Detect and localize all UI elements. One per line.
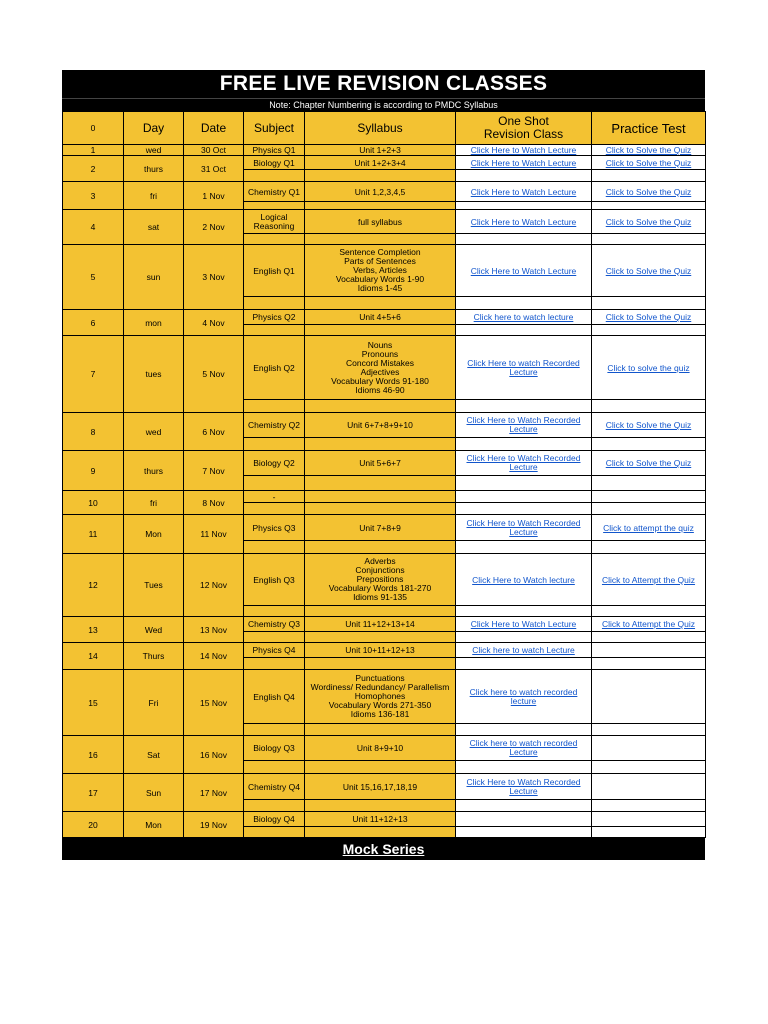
header-number: 0 <box>63 112 124 145</box>
watch-lecture-link[interactable] <box>456 451 592 476</box>
spacer-cell <box>592 400 706 413</box>
row-syllabus: Unit 5+6+7 <box>305 451 456 476</box>
row-quiz-empty <box>592 736 706 761</box>
spacer-cell <box>592 202 706 210</box>
row-num: 5 <box>63 245 124 310</box>
text-line: Lecture <box>509 424 538 434</box>
spacer-cell <box>456 503 592 515</box>
text-line: Lecture <box>509 462 538 472</box>
row-subject: Physics Q3 <box>244 515 305 541</box>
spacer-cell <box>592 170 706 182</box>
schedule-row <box>63 413 706 438</box>
spacer-cell <box>456 438 592 451</box>
row-subject: Physics Q2 <box>244 310 305 325</box>
spacer-cell <box>244 438 305 451</box>
text-line: Wordiness/ Redundancy/ Parallelism <box>310 682 450 692</box>
spacer-cell <box>305 724 456 736</box>
text-line: Homophones <box>354 691 406 701</box>
row-subject: Chemistry Q2 <box>244 413 305 438</box>
row-date: 30 Oct <box>184 145 244 156</box>
spacer-cell <box>456 800 592 812</box>
text-line: Conjunctions <box>355 565 405 575</box>
row-lecture-empty <box>456 812 592 827</box>
spacer-cell <box>592 297 706 310</box>
spacer-cell <box>456 297 592 310</box>
row-day: Sat <box>124 736 184 774</box>
spacer-cell <box>305 170 456 182</box>
row-day: Sun <box>124 774 184 812</box>
text-line: Lecture <box>509 747 538 757</box>
solve-quiz-link[interactable]: Click to solve the quiz <box>592 336 706 400</box>
text-line: Click Here to Watch Recorded <box>466 415 581 425</box>
row-syllabus: full syllabus <box>305 210 456 234</box>
row-date: 12 Nov <box>184 554 244 617</box>
spacer-cell <box>592 800 706 812</box>
row-date: 2 Nov <box>184 210 244 245</box>
spacer-cell <box>244 234 305 245</box>
text-line: Adverbs <box>364 556 396 566</box>
spacer-cell <box>456 632 592 643</box>
text-line: Pronouns <box>361 348 399 359</box>
header-one-shot-line2: Revision Class <box>483 127 564 141</box>
row-syllabus <box>305 670 456 724</box>
row-num: 8 <box>63 413 124 451</box>
row-day: thurs <box>124 156 184 182</box>
spacer-cell <box>592 761 706 774</box>
spacer-cell <box>592 541 706 554</box>
row-date: 4 Nov <box>184 310 244 336</box>
row-subject: Chemistry Q1 <box>244 182 305 202</box>
text-line: Idioms 136-181 <box>350 709 410 719</box>
row-syllabus: Unit 7+8+9 <box>305 515 456 541</box>
spacer-cell <box>456 400 592 413</box>
row-num: 4 <box>63 210 124 245</box>
row-num: 9 <box>63 451 124 491</box>
text-line: Parts of Sentences <box>344 256 416 266</box>
solve-quiz-link[interactable]: Click to Solve the Quiz <box>592 451 706 476</box>
row-date: 5 Nov <box>184 336 244 413</box>
row-day: mon <box>124 310 184 336</box>
text-line: Click Here to Watch Recorded <box>466 517 581 528</box>
row-day: Mon <box>124 515 184 554</box>
row-syllabus: Unit 10+11+12+13 <box>305 643 456 658</box>
watch-lecture-link[interactable]: Click Here to Watch Lecture <box>456 156 592 170</box>
row-day: sat <box>124 210 184 245</box>
spacer-cell <box>244 202 305 210</box>
row-num: 16 <box>63 736 124 774</box>
row-syllabus: Unit 11+12+13+14 <box>305 617 456 632</box>
spacer-cell <box>592 827 706 838</box>
text-line: Vocabulary Words 271-350 <box>328 700 432 710</box>
spacer-cell <box>305 438 456 451</box>
header-day: Day <box>124 112 184 145</box>
row-num: 2 <box>63 156 124 182</box>
spacer-cell <box>305 234 456 245</box>
row-subject: English Q1 <box>244 245 305 297</box>
row-num: 3 <box>63 182 124 210</box>
row-subject: English Q4 <box>244 670 305 724</box>
watch-lecture-link[interactable]: Click Here to Watch Lecture <box>456 145 592 156</box>
spacer-cell <box>592 325 706 336</box>
text-line: Vocabulary Words 1-90 <box>335 274 425 284</box>
text-line: Idioms 1-45 <box>357 283 403 293</box>
row-date: 8 Nov <box>184 491 244 515</box>
watch-lecture-link[interactable]: Click here to watch lecture <box>456 310 592 325</box>
spacer-cell <box>456 606 592 617</box>
row-day: Tues <box>124 554 184 617</box>
row-subject: Biology Q2 <box>244 451 305 476</box>
schedule-row <box>63 310 706 325</box>
row-day: sun <box>124 245 184 310</box>
solve-quiz-link[interactable]: Click to Solve the Quiz <box>592 182 706 202</box>
row-day: Thurs <box>124 643 184 670</box>
text-line: Logical <box>260 211 288 222</box>
spacer-cell <box>305 632 456 643</box>
row-syllabus <box>305 245 456 297</box>
row-date: 6 Nov <box>184 413 244 451</box>
row-date: 16 Nov <box>184 736 244 774</box>
row-subject: - <box>244 491 305 503</box>
header-row <box>63 112 706 145</box>
text-line: Verbs, Articles <box>353 265 407 275</box>
row-subject: Physics Q4 <box>244 643 305 658</box>
spacer-cell <box>305 202 456 210</box>
row-num: 14 <box>63 643 124 670</box>
row-syllabus: Unit 8+9+10 <box>305 736 456 761</box>
spacer-cell <box>244 658 305 670</box>
schedule-row <box>63 451 706 476</box>
row-syllabus <box>305 491 456 503</box>
watch-lecture-link[interactable]: Click Here to Watch Lecture <box>456 245 592 297</box>
spacer-cell <box>456 724 592 736</box>
row-quiz-empty <box>592 812 706 827</box>
row-num: 1 <box>63 145 124 156</box>
row-day: thurs <box>124 451 184 491</box>
schedule-row <box>63 182 706 202</box>
solve-quiz-link[interactable]: Click to Solve the Quiz <box>592 145 706 156</box>
row-date: 11 Nov <box>184 515 244 554</box>
text-line: Click Here to watch Recorded <box>467 357 580 368</box>
header-syllabus: Syllabus <box>305 112 456 145</box>
text-line: Idioms 46-90 <box>355 384 405 395</box>
row-day: Mon <box>124 812 184 838</box>
spacer-cell <box>592 503 706 515</box>
watch-lecture-link[interactable] <box>456 413 592 438</box>
watch-lecture-link[interactable]: Click Here to Watch Lecture <box>456 182 592 202</box>
header-practice-test: Practice Test <box>592 112 706 145</box>
spacer-cell <box>244 503 305 515</box>
row-date: 31 Oct <box>184 156 244 182</box>
row-day: Wed <box>124 617 184 643</box>
schedule-row <box>63 491 706 503</box>
spacer-cell <box>305 297 456 310</box>
row-date: 1 Nov <box>184 182 244 210</box>
row-syllabus: Unit 11+12+13 <box>305 812 456 827</box>
text-line: Click here to watch recorded <box>469 738 578 748</box>
spacer-cell <box>592 234 706 245</box>
watch-lecture-link[interactable]: Click Here to Watch Lecture <box>456 210 592 234</box>
row-syllabus: Unit 1,2,3,4,5 <box>305 182 456 202</box>
row-num: 6 <box>63 310 124 336</box>
row-date: 13 Nov <box>184 617 244 643</box>
text-line: Lecture <box>509 785 538 796</box>
row-date: 7 Nov <box>184 451 244 491</box>
row-syllabus: Unit 4+5+6 <box>305 310 456 325</box>
text-line: Click here to watch recorded <box>469 686 578 697</box>
spacer-cell <box>456 234 592 245</box>
header-date: Date <box>184 112 244 145</box>
text-line: Vocabulary Words 181-270 <box>328 583 432 593</box>
spacer-cell <box>305 606 456 617</box>
watch-lecture-link[interactable]: Click Here to Watch Lecture <box>456 617 592 632</box>
spacer-cell <box>305 800 456 812</box>
row-quiz-empty <box>592 491 706 503</box>
row-quiz-empty <box>592 670 706 724</box>
text-line: Lecture <box>509 526 538 537</box>
row-num: 12 <box>63 554 124 617</box>
solve-quiz-link[interactable]: Click to attempt the quiz <box>592 515 706 541</box>
spacer-cell <box>244 800 305 812</box>
row-date: 15 Nov <box>184 670 244 736</box>
spacer-cell <box>592 724 706 736</box>
text-line: Concord Mistakes <box>345 357 415 368</box>
schedule-row <box>63 145 706 156</box>
spacer-cell <box>592 658 706 670</box>
text-line: Sentence Completion <box>339 247 421 257</box>
spacer-cell <box>305 541 456 554</box>
text-line: Prepositions <box>356 574 404 584</box>
row-syllabus: Unit 1+2+3 <box>305 145 456 156</box>
schedule-sheet <box>62 70 705 860</box>
text-line: Vocabulary Words 91-180 <box>331 375 429 386</box>
spacer-cell <box>456 827 592 838</box>
spacer-cell <box>244 761 305 774</box>
schedule-row <box>63 774 706 800</box>
watch-lecture-link[interactable] <box>456 774 592 800</box>
text-line: Idioms 91-135 <box>353 592 407 602</box>
spacer-cell <box>456 658 592 670</box>
row-date: 14 Nov <box>184 643 244 670</box>
schedule-row <box>63 210 706 234</box>
row-subject: English Q2 <box>244 336 305 400</box>
row-day: fri <box>124 182 184 210</box>
row-quiz-empty <box>592 774 706 800</box>
spacer-cell <box>244 606 305 617</box>
row-syllabus: Unit 6+7+8+9+10 <box>305 413 456 438</box>
spacer-cell <box>592 632 706 643</box>
row-syllabus <box>305 336 456 400</box>
header-one-shot <box>456 112 592 145</box>
schedule-table <box>62 111 706 838</box>
row-quiz-empty <box>592 643 706 658</box>
row-subject <box>244 210 305 234</box>
schedule-row <box>63 617 706 632</box>
text-line: Lecture <box>509 366 538 377</box>
row-num: 13 <box>63 617 124 643</box>
row-subject: Physics Q1 <box>244 145 305 156</box>
schedule-row <box>63 554 706 606</box>
watch-lecture-link[interactable] <box>456 670 592 724</box>
row-date: 17 Nov <box>184 774 244 812</box>
spacer-cell <box>244 541 305 554</box>
row-date: 3 Nov <box>184 245 244 310</box>
spacer-cell <box>244 325 305 336</box>
schedule-row <box>63 736 706 761</box>
row-day: tues <box>124 336 184 413</box>
solve-quiz-link[interactable]: Click to Solve the Quiz <box>592 413 706 438</box>
schedule-row <box>63 670 706 724</box>
spacer-cell <box>456 202 592 210</box>
text-line: Click Here to Watch Recorded <box>466 776 581 787</box>
solve-quiz-link[interactable]: Click to Solve the Quiz <box>592 310 706 325</box>
spacer-cell <box>305 761 456 774</box>
spacer-cell <box>244 476 305 491</box>
row-syllabus <box>305 554 456 606</box>
spacer-cell <box>305 325 456 336</box>
row-num: 17 <box>63 774 124 812</box>
spacer-cell <box>592 606 706 617</box>
spacer-cell <box>456 541 592 554</box>
solve-quiz-link[interactable]: Click to Attempt the Quiz <box>592 554 706 606</box>
solve-quiz-link[interactable]: Click to Solve the Quiz <box>592 156 706 170</box>
row-day: wed <box>124 145 184 156</box>
text-line: Punctuations <box>355 673 405 683</box>
text-line: Click Here to Watch Recorded <box>466 453 581 463</box>
mock-series-link[interactable]: Mock Series <box>62 838 705 860</box>
row-subject: Chemistry Q3 <box>244 617 305 632</box>
row-subject: Biology Q4 <box>244 812 305 827</box>
row-day: wed <box>124 413 184 451</box>
watch-lecture-link[interactable]: Click Here to Watch lecture <box>456 554 592 606</box>
spacer-cell <box>592 438 706 451</box>
row-num: 15 <box>63 670 124 736</box>
row-subject: Biology Q1 <box>244 156 305 170</box>
row-day: Fri <box>124 670 184 736</box>
spacer-cell <box>305 827 456 838</box>
watch-lecture-link[interactable] <box>456 736 592 761</box>
text-line: Nouns <box>367 339 393 350</box>
row-syllabus: Unit 15,16,17,18,19 <box>305 774 456 800</box>
spacer-cell <box>244 827 305 838</box>
text-line: Reasoning <box>253 220 295 231</box>
row-date: 19 Nov <box>184 812 244 838</box>
schedule-row <box>63 245 706 297</box>
solve-quiz-link[interactable]: Click to Attempt the Quiz <box>592 617 706 632</box>
spacer-cell <box>244 632 305 643</box>
spacer-cell <box>244 170 305 182</box>
row-num: 11 <box>63 515 124 554</box>
page-title: FREE LIVE REVISION CLASSES <box>62 70 705 98</box>
header-one-shot-line1: One Shot <box>498 114 549 128</box>
spacer-cell <box>456 325 592 336</box>
row-subject: English Q3 <box>244 554 305 606</box>
syllabus-note: Note: Chapter Numbering is according to PMDC Syllabus <box>62 98 705 111</box>
spacer-cell <box>456 761 592 774</box>
row-num: 20 <box>63 812 124 838</box>
spacer-cell <box>244 724 305 736</box>
watch-lecture-link[interactable]: Click here to watch Lecture <box>456 643 592 658</box>
row-num: 7 <box>63 336 124 413</box>
row-subject: Chemistry Q4 <box>244 774 305 800</box>
solve-quiz-link[interactable]: Click to Solve the Quiz <box>592 210 706 234</box>
text-line: lecture <box>510 695 537 706</box>
spacer-cell <box>456 170 592 182</box>
spacer-cell <box>592 476 706 491</box>
spacer-cell <box>456 476 592 491</box>
schedule-row <box>63 336 706 400</box>
spacer-cell <box>305 658 456 670</box>
row-subject: Biology Q3 <box>244 736 305 761</box>
solve-quiz-link[interactable]: Click to Solve the Quiz <box>592 245 706 297</box>
row-syllabus: Unit 1+2+3+4 <box>305 156 456 170</box>
spacer-cell <box>244 297 305 310</box>
watch-lecture-link[interactable] <box>456 515 592 541</box>
spacer-cell <box>305 400 456 413</box>
schedule-row <box>63 156 706 170</box>
schedule-row <box>63 643 706 658</box>
spacer-cell <box>244 400 305 413</box>
schedule-row <box>63 812 706 827</box>
row-num: 10 <box>63 491 124 515</box>
text-line: Adjectives <box>360 366 400 377</box>
spacer-cell <box>305 503 456 515</box>
row-day: fri <box>124 491 184 515</box>
schedule-row <box>63 515 706 541</box>
spacer-cell <box>305 476 456 491</box>
row-lecture-empty <box>456 491 592 503</box>
header-subject: Subject <box>244 112 305 145</box>
watch-lecture-link[interactable] <box>456 336 592 400</box>
